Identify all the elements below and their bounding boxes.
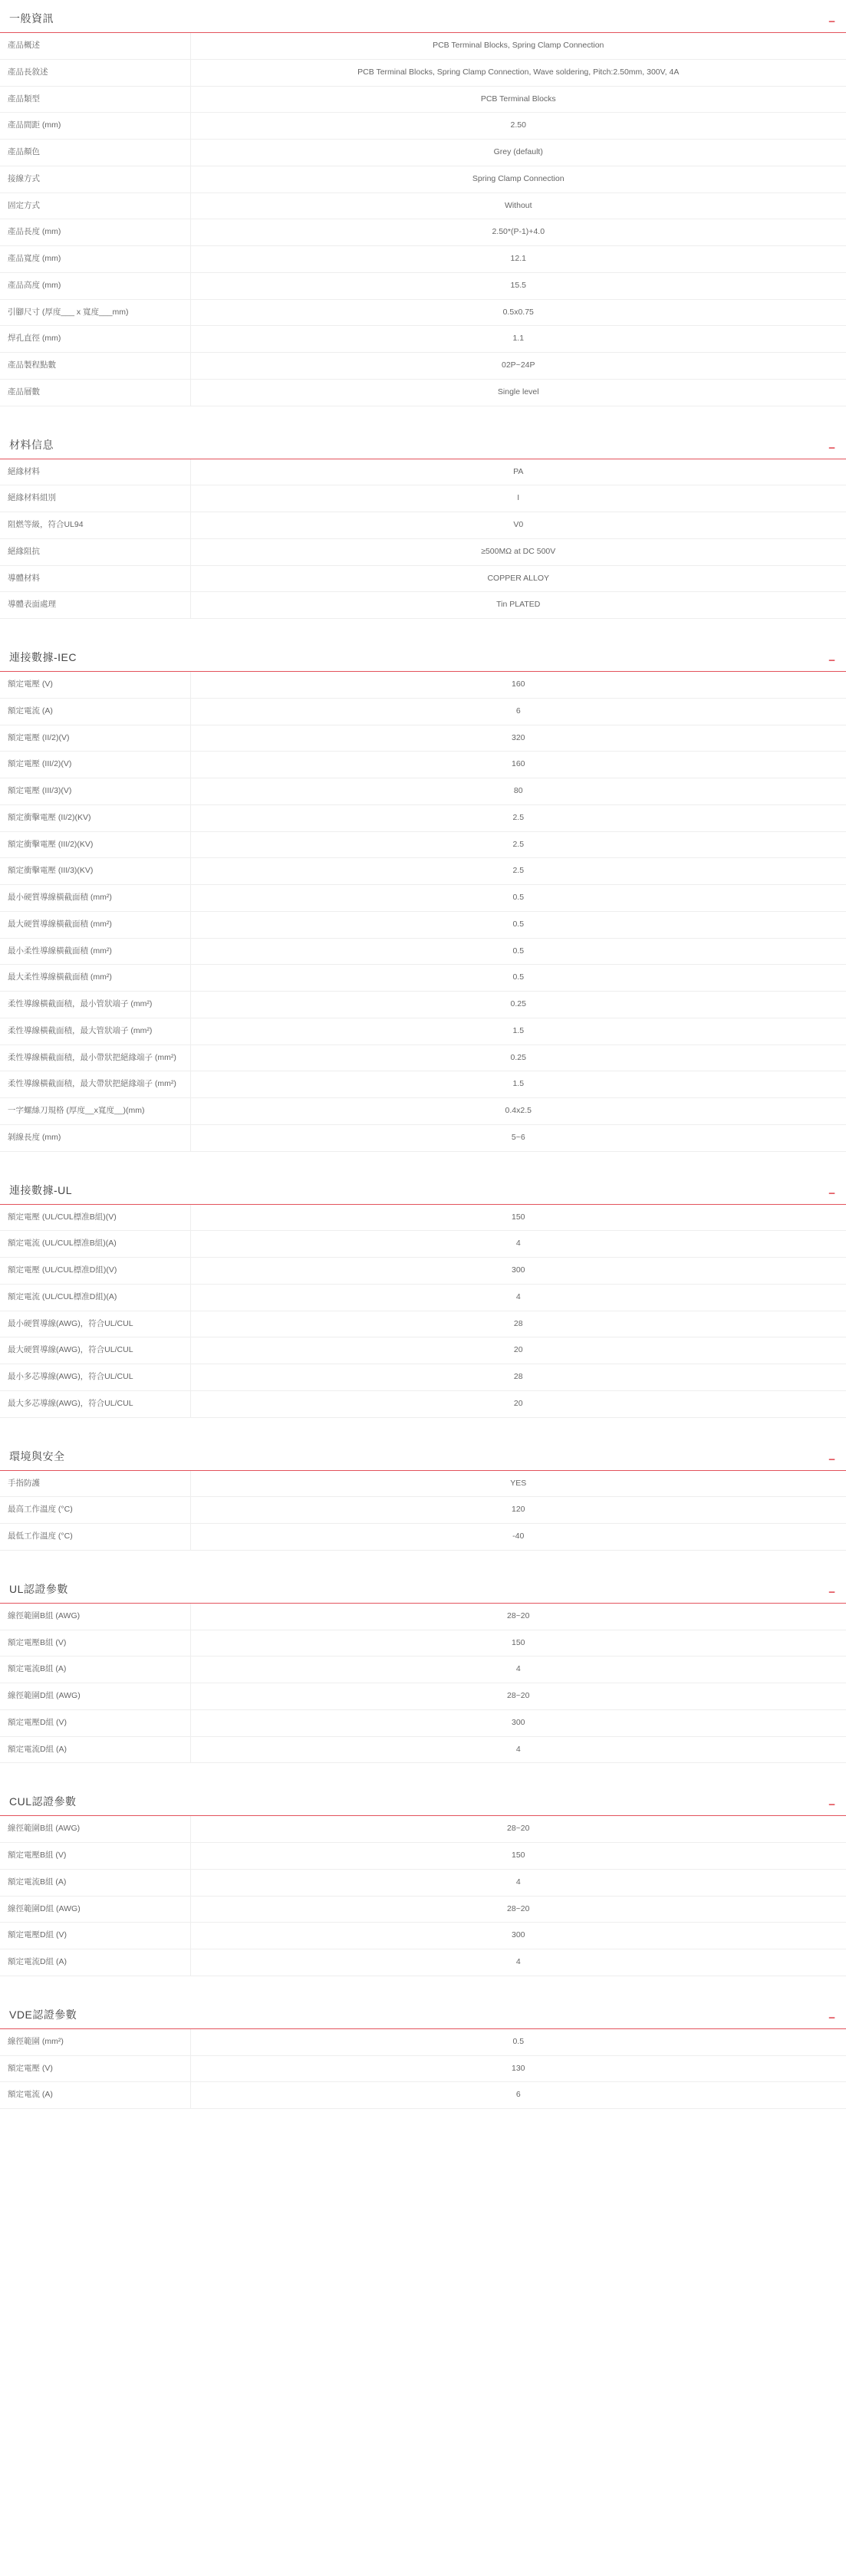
spec-value: 28~20 [507,1610,530,1620]
table-row [0,565,846,592]
spec-label: 額定電壓B組 (V) [0,1843,190,1870]
table-row [0,1205,846,1231]
spec-label: 固定方式 [0,192,190,219]
spec-value: PA [513,466,524,476]
table-row [0,113,846,140]
table-row [0,512,846,539]
spec-value: 4 [515,1877,521,1887]
table-row [0,992,846,1018]
section-header[interactable] [0,0,846,33]
spec-label: 接線方式 [0,166,190,192]
spec-value: Grey (default) [493,147,543,156]
spec-label: 最小硬質導線(AWG)，符合UL/CUL [0,1311,190,1337]
section-title: UL認證參數 [9,1582,68,1595]
spec-value: 0.5 [512,919,525,929]
table-row [0,1284,846,1311]
table-row [0,538,846,565]
table-row [0,1604,846,1630]
spec-label: 線徑範圍B組 (AWG) [0,1604,190,1630]
spec-value: COPPER ALLOY [487,573,550,583]
spec-value: 150 [511,1212,525,1222]
spec-label: 柔性導線橫截面積，最大帶狀把絕緣端子 (mm²) [0,1071,190,1098]
spec-value: 320 [511,732,525,742]
spec-label: 額定電壓 (III/3)(V) [0,778,190,805]
collapse-minus-icon[interactable]: − [828,1798,835,1812]
table-row [0,246,846,273]
table-row [0,778,846,805]
spec-value: 4 [515,1957,521,1966]
spec-label: 額定電壓 (UL/CUL標准D組)(V) [0,1258,190,1285]
section-header[interactable] [0,1438,846,1471]
spec-label: 額定電流B組 (A) [0,1869,190,1896]
spec-label: 額定電壓 (V) [0,672,190,698]
spec-label: 額定電流 (A) [0,698,190,725]
table-row [0,672,846,698]
table-row [0,1364,846,1391]
spec-value: PCB Terminal Blocks [480,94,556,104]
spec-value: 0.5 [512,972,525,982]
spec-value: 1.5 [512,1025,525,1035]
spec-value: 0.5 [512,946,525,956]
table-row [0,1656,846,1683]
spec-table [0,1205,846,1418]
table-row [0,140,846,166]
spec-label: 額定電壓D組 (V) [0,1923,190,1949]
spec-value: V0 [513,520,524,529]
section-body [0,1471,846,1568]
spec-label: 最大多芯導線(AWG)，符合UL/CUL [0,1390,190,1417]
spec-value: 4 [515,1291,521,1301]
spec-value: Tin PLATED [496,600,541,610]
spec-value: 0.5 [512,893,525,902]
section-header[interactable] [0,426,846,459]
spec-label: 最大硬質導線橫截面積 (mm²) [0,911,190,938]
spec-value: 2.5 [512,866,525,876]
spec-value: 0.25 [510,1052,526,1062]
table-row [0,1471,846,1497]
section-title: VDE認證參數 [9,2008,77,2021]
spec-value: 0.5x0.75 [502,307,534,317]
spec-label: 額定衝擊電壓 (III/3)(KV) [0,858,190,885]
section-title: 一般資訊 [9,12,54,25]
collapse-minus-icon[interactable]: − [828,1452,835,1466]
spec-section [0,1783,846,1993]
spec-label: 產品長度 (mm) [0,219,190,246]
spec-label: 最小多芯導線(AWG)，符合UL/CUL [0,1364,190,1391]
table-row [0,1896,846,1923]
spec-value: 28~20 [507,1903,530,1913]
table-row [0,752,846,778]
spec-value: 150 [511,1851,525,1860]
spec-label: 引腳尺寸 (厚度___ x 寬度___mm) [0,299,190,326]
spec-value: PCB Terminal Blocks, Spring Clamp Connection [433,41,604,50]
spec-table [0,2029,846,2109]
table-row [0,1843,846,1870]
spec-label: 最小柔性導線橫截面積 (mm²) [0,938,190,965]
spec-label: 絕緣材料 [0,459,190,485]
table-row [0,804,846,831]
table-row [0,1045,846,1071]
spec-value: 2.5 [512,839,525,849]
spec-label: 額定電壓 (V) [0,2055,190,2082]
spec-label: 剝線長度 (mm) [0,1124,190,1151]
spec-label: 絕緣阻抗 [0,538,190,565]
table-row [0,1098,846,1125]
spec-value: PCB Terminal Blocks, Spring Clamp Connection, Wave soldering, Pitch:2.50mm, 300V, 4A [357,67,680,77]
spec-value: -40 [512,1531,525,1541]
section-body [0,1816,846,1993]
spec-value: 300 [511,1717,525,1727]
spec-table [0,33,846,406]
table-row [0,1124,846,1151]
spec-table [0,459,846,620]
spec-value: 160 [511,679,525,689]
table-row [0,1736,846,1763]
table-row [0,831,846,858]
spec-section [0,1438,846,1568]
spec-section [0,426,846,637]
spec-label: 最低工作溫度 (°C) [0,1524,190,1551]
spec-label: 額定電流 (A) [0,2082,190,2109]
spec-label: 產品顏色 [0,140,190,166]
collapse-minus-icon[interactable]: − [828,654,835,667]
spec-value: 28~20 [507,1824,530,1834]
table-row [0,1816,846,1842]
section-body [0,672,846,1169]
table-row [0,459,846,485]
table-row [0,2082,846,2109]
table-row [0,911,846,938]
section-title: 連接數據-UL [9,1183,73,1196]
table-row [0,858,846,885]
section-title: 環境與安全 [9,1449,65,1462]
table-row [0,353,846,380]
spec-value: 5~6 [511,1132,525,1142]
spec-label: 產品高度 (mm) [0,272,190,299]
table-row [0,725,846,752]
spec-value: 130 [511,2063,525,2073]
spec-value: 300 [511,1265,525,1275]
table-row [0,1630,846,1656]
section-header[interactable] [0,1571,846,1604]
spec-value: 1.1 [512,334,525,344]
spec-value: 0.5 [512,2036,525,2046]
spec-value: 28~20 [507,1691,530,1700]
table-row [0,938,846,965]
table-row [0,592,846,619]
spec-table [0,1816,846,1976]
spec-label: 額定電流 (UL/CUL標准B組)(A) [0,1231,190,1258]
spec-label: 絕緣材料組別 [0,485,190,512]
section-header[interactable] [0,1996,846,2029]
spec-label: 導體表面處理 [0,592,190,619]
spec-value: 6 [515,2090,521,2100]
collapse-minus-icon[interactable]: − [828,1186,835,1200]
spec-label: 線徑範圍 (mm²) [0,2029,190,2055]
spec-label: 額定電流D組 (A) [0,1949,190,1976]
spec-label: 線徑範圍D組 (AWG) [0,1896,190,1923]
spec-value: 120 [511,1505,525,1515]
table-row [0,1869,846,1896]
spec-value: 28 [513,1318,523,1328]
spec-label: 額定電流B組 (A) [0,1656,190,1683]
table-row [0,192,846,219]
spec-section [0,1172,846,1435]
table-row [0,2055,846,2082]
spec-label: 額定衝擊電壓 (III/2)(KV) [0,831,190,858]
section-title: CUL認證參數 [9,1795,77,1808]
spec-value: Single level [497,387,539,396]
spec-label: 產品概述 [0,33,190,59]
table-row [0,299,846,326]
table-row [0,86,846,113]
collapse-minus-icon[interactable]: − [828,2011,835,2025]
spec-value: 4 [515,1744,521,1754]
spec-value: 80 [513,786,523,795]
spec-label: 產品類型 [0,86,190,113]
table-row [0,33,846,59]
spec-table [0,672,846,1152]
table-row [0,965,846,992]
spec-label: 柔性導線橫截面積，最大管狀端子 (mm²) [0,1018,190,1045]
spec-label: 額定電壓 (III/2)(V) [0,752,190,778]
spec-label: 線徑範圍D組 (AWG) [0,1683,190,1710]
section-header[interactable] [0,639,846,672]
spec-table [0,1471,846,1551]
table-row [0,1258,846,1285]
spec-label: 產品層數 [0,379,190,406]
table-row [0,1709,846,1736]
spec-value: 4 [515,1239,521,1249]
section-body [0,1205,846,1435]
table-row [0,2029,846,2055]
spec-value: 160 [511,759,525,769]
table-row [0,1949,846,1976]
table-row [0,1683,846,1710]
spec-label: 最大柔性導線橫截面積 (mm²) [0,965,190,992]
section-header[interactable] [0,1783,846,1816]
spec-value: 0.4x2.5 [505,1106,532,1115]
table-row [0,1231,846,1258]
table-row [0,1337,846,1364]
spec-label: 線徑範圍B組 (AWG) [0,1816,190,1842]
spec-value: 20 [513,1345,523,1355]
spec-section [0,1571,846,1781]
spec-value: 15.5 [510,280,526,290]
table-row [0,485,846,512]
table-row [0,326,846,353]
collapse-minus-icon[interactable]: − [828,441,835,455]
spec-value: 20 [513,1398,523,1408]
spec-label: 額定電壓 (UL/CUL標准B組)(V) [0,1205,190,1231]
spec-label: 產品長敘述 [0,59,190,86]
section-header[interactable] [0,1172,846,1205]
spec-value: 0.25 [510,999,526,1008]
spec-value: 150 [511,1637,525,1647]
spec-table [0,1604,846,1764]
spec-label: 產品間距 (mm) [0,113,190,140]
table-row [0,219,846,246]
spec-value: I [517,493,520,503]
spec-value: 1.5 [512,1079,525,1089]
spec-label: 額定衝擊電壓 (II/2)(KV) [0,804,190,831]
table-row [0,379,846,406]
spec-value: Spring Clamp Connection [472,173,565,183]
table-row [0,59,846,86]
section-title: 材料信息 [9,438,54,451]
collapse-minus-icon[interactable]: − [828,15,835,28]
table-row [0,1311,846,1337]
table-row [0,272,846,299]
spec-value: 02P~24P [502,360,535,370]
section-body [0,459,846,637]
spec-value: 300 [511,1930,525,1940]
section-body [0,2029,846,2126]
spec-value: 2.50 [510,120,526,130]
spec-label: 柔性導線橫截面積，最小帶狀把絕緣端子 (mm²) [0,1045,190,1071]
spec-label: 焊孔直徑 (mm) [0,326,190,353]
table-row [0,1071,846,1098]
collapse-minus-icon[interactable]: − [828,1585,835,1599]
spec-label: 阻燃等級，符合UL94 [0,512,190,539]
spec-label: 最小硬質導線橫截面積 (mm²) [0,885,190,912]
spec-value: 2.50*(P-1)+4.0 [492,227,545,237]
spec-value: ≥500MΩ at DC 500V [481,546,556,556]
spec-label: 一字螺絲刀規格 (厚度__x寬度__)(mm) [0,1098,190,1125]
spec-section [0,1996,846,2126]
section-body [0,33,846,423]
spec-value: 28 [513,1372,523,1381]
spec-label: 額定電流 (UL/CUL標准D組)(A) [0,1284,190,1311]
spec-label: 導體材料 [0,565,190,592]
section-title: 連接數據-IEC [9,651,77,663]
spec-value: YES [510,1478,527,1488]
table-row [0,1390,846,1417]
spec-label: 額定電壓 (II/2)(V) [0,725,190,752]
spec-label: 最大硬質導線(AWG)，符合UL/CUL [0,1337,190,1364]
table-row [0,1524,846,1551]
spec-label: 產品製程點數 [0,353,190,380]
spec-section [0,639,846,1169]
spec-label: 額定電壓D組 (V) [0,1709,190,1736]
table-row [0,885,846,912]
spec-label: 柔性導線橫截面積，最小管狀端子 (mm²) [0,992,190,1018]
spec-label: 額定電流D組 (A) [0,1736,190,1763]
spec-label: 產品寬度 (mm) [0,246,190,273]
spec-value: 12.1 [510,254,526,263]
spec-label: 額定電壓B組 (V) [0,1630,190,1656]
spec-label: 最高工作溫度 (°C) [0,1497,190,1524]
table-row [0,1018,846,1045]
table-row [0,166,846,192]
table-row [0,1923,846,1949]
table-row [0,1497,846,1524]
spec-label: 手指防護 [0,1471,190,1497]
spec-value: 6 [515,706,521,716]
section-body [0,1604,846,1781]
table-row [0,698,846,725]
spec-value: Without [504,200,532,210]
spec-section [0,0,846,423]
spec-value: 2.5 [512,812,525,822]
spec-value: 4 [515,1664,521,1674]
